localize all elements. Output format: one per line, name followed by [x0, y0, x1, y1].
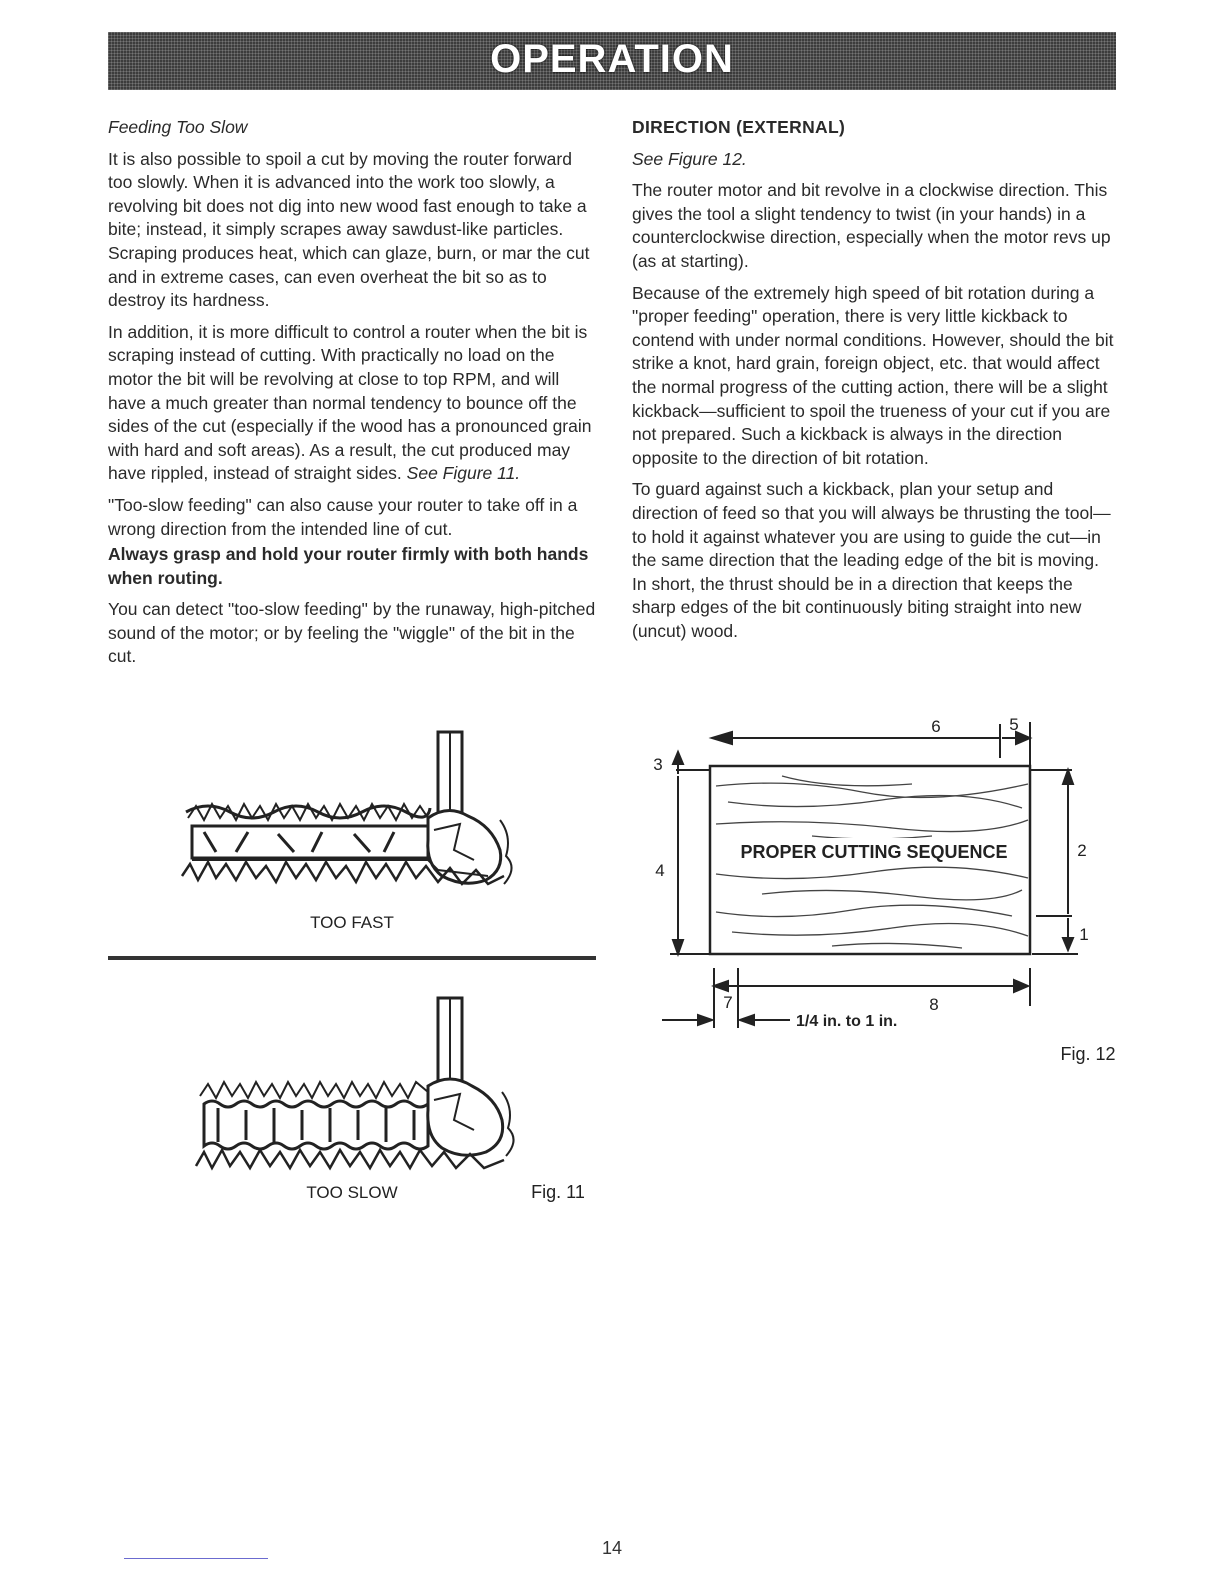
label-8: 8	[929, 995, 939, 1014]
cut-path-1-arrow	[1032, 918, 1078, 954]
label-3: 3	[653, 755, 663, 774]
footer-rule	[124, 1558, 268, 1559]
too-fast-label: TOO FAST	[310, 913, 394, 932]
paragraph	[108, 321, 596, 486]
warning-text: Always grasp and hold your router firmly with both hands when routing.	[108, 544, 589, 588]
figure-reference: See Figure 12.	[632, 148, 747, 169]
offset-arrows	[662, 1015, 790, 1025]
paragraph-text: In addition, it is more difficult to control a router when the bit is scraping instead of cutting. With practically no load on the motor the bit will be revolving at close to top RPM, and will have a much greater than normal tendency to bounce off the sides of the cut (especially if the wood has a pronounced grain with hard and soft areas). As a result, the cut produced may have rippled, instead of straight sides.	[108, 321, 592, 484]
paragraph: It is also possible to spoil a cut by moving the router forward too slowly. When it is advanced into the work too slowly, a revolving bit does not dig into new wood fast enough to take a bite; instead, it simply scrapes away sawdust-like particles. Scraping produces heat, which can glaze, burn, or mar the cut and in extreme cases, can even overheat the bit so as to destroy its hardness.	[108, 148, 590, 311]
cut-path-6-arrow	[712, 724, 1000, 758]
section-title: OPERATION	[490, 37, 734, 81]
subheading-feeding-too-slow: Feeding Too Slow	[108, 117, 248, 137]
cut-path-4-arrow	[670, 776, 710, 954]
label-4: 4	[655, 861, 665, 880]
paragraph: You can detect "too-slow feeding" by the runaway, high-pitched sound of the motor; or by feeling the "wiggle" of the bit in the cut.	[108, 599, 596, 667]
too-slow-illustration	[196, 998, 514, 1202]
figure-11-illustration	[108, 700, 608, 1220]
paragraph	[108, 494, 596, 541]
right-column	[632, 116, 1116, 651]
label-2: 2	[1077, 841, 1087, 860]
cut-path-2-arrow	[1030, 770, 1073, 916]
label-7: 7	[723, 993, 733, 1012]
paragraph: The router motor and bit revolve in a clockwise direction. This gives the tool a slight tendency to twist (in your hands) in a counterclockwise direction, especially when the motor revs up (as at starting).	[632, 180, 1111, 271]
paragraph: Because of the extremely high speed of bit rotation during a "proper feeding" operation, there is very little kickback to contend with under normal conditions. However, should the bit strike a knot, hard grain, foreign object, etc. that would affect the normal progress of the cutting action, there will be a slight kickback—sufficient to spoil the trueness of your cut if you are not prepared. Such a kickback is always in the direction opposite to the direction of bit rotation.	[632, 282, 1114, 468]
offset-label: 1/4 in. to 1 in.	[796, 1013, 898, 1030]
cut-path-3-arrow	[673, 752, 710, 774]
paragraph: To guard against such a kickback, plan your setup and direction of feed so that you will always be thrusting the tool—to hold it against whatever you are using to guide the cut—in the same direction that the leading edge of the bit is moving. In short, the thrust should be in a direction that keeps the sharp edges of the bit continuously biting straight into new (uncut) wood.	[632, 479, 1111, 641]
too-fast-illustration	[182, 732, 512, 932]
figure-11-caption: Fig. 11	[531, 1182, 585, 1202]
section-banner	[108, 32, 1116, 90]
page-number: 14	[601, 1538, 623, 1558]
label-6: 6	[931, 717, 941, 736]
label-1: 1	[1079, 925, 1089, 944]
figure-reference: See Figure 11.	[406, 463, 521, 484]
paragraph-text: "Too-slow feeding" can also cause your router to take off in a wrong direction from the intended line of cut.	[108, 494, 578, 539]
too-slow-label: TOO SLOW	[306, 1183, 398, 1202]
proper-cutting-sequence-label: PROPER CUTTING SEQUENCE	[740, 842, 1008, 862]
heading-direction-external: DIRECTION (EXTERNAL)	[632, 117, 846, 137]
label-5: 5	[1009, 715, 1019, 734]
figure-12-caption: Fig. 12	[1060, 1044, 1116, 1064]
left-column	[108, 116, 596, 677]
figure-12-diagram	[632, 700, 1122, 1080]
